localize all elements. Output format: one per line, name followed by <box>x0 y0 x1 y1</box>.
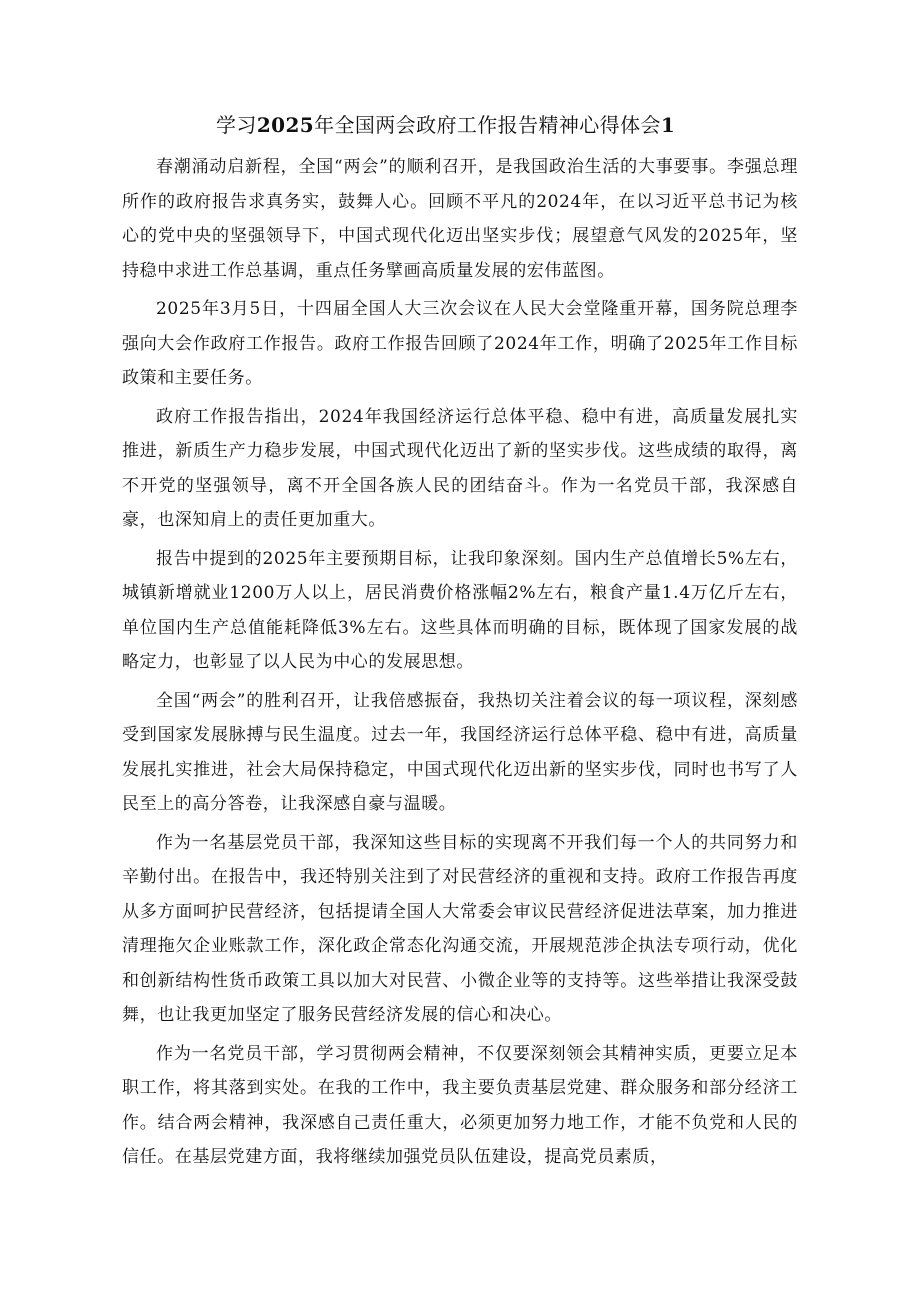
paragraph-2: 2025年3月5日，十四届全国人大三次会议在人民大会堂隆重开幕，国务院总理李强向大会作政府工作报告。政府工作报告回顾了2024年工作，明确了2025年工作目标政策和主要任务。 <box>122 299 798 388</box>
paragraph-1: 春潮涌动启新程，全国“两会”的顺利召开，是我国政治生活的大事要事。李强总理所作的政府报告求真务实，鼓舞人心。回顾不平凡的2024年，在以习近平总书记为核心的党中央的坚强领导下，中国式现代化迈出坚实步伐；展望意气风发的2025年，坚持稳中求进工作总基调，重点任务擘画高质量发展的宏伟蓝图。 <box>122 157 798 281</box>
paragraph-7: 作为一名党员干部，学习贯彻两会精神，不仅要深刻领会其精神实质，更要立足本职工作，将其落到实处。在我的工作中，我主要负责基层党建、群众服务和部分经济工作。结合两会精神，我深感自己责任重大，必须更加努力地工作，才能不负党和人民的信任。在基层党建方面，我将继续加强党员队伍建设，提高党员素质， <box>122 1043 798 1167</box>
document-title <box>122 108 798 142</box>
title-prefix: 学习 <box>216 113 257 137</box>
paragraph-3: 政府工作报告指出，2024年我国经济运行总体平稳、稳中有进，高质量发展扎实推进，新质生产力稳步发展，中国式现代化迈出了新的坚实步伐。这些成绩的取得，离不开党的坚强领导，离不开全国各族人民的团结奋斗。作为一名党员干部，我深感自豪，也深知肩上的责任更加重大。 <box>122 406 798 530</box>
paragraph-4: 报告中提到的2025年主要预期目标，让我印象深刻。国内生产总值增长5%左右，城镇新增就业1200万人以上，居民消费价格涨幅2%左右，粮食产量1.4万亿斤左右，单位国内生产总值能耗降低3%左右。这些具体而明确的目标，既体现了国家发展的战略定力，也彰显了以人民为中心的发展思想。 <box>122 548 798 672</box>
title-index: 1 <box>660 113 676 137</box>
document-body <box>122 108 798 1179</box>
title-middle: 年全国两会政府工作报告精神心得体会 <box>314 113 661 137</box>
title-year: 2025 <box>256 113 315 137</box>
paragraph-6: 作为一名基层党员干部，我深知这些目标的实现离不开我们每一个人的共同努力和辛勤付出。在报告中，我还特别关注到了对民营经济的重视和支持。政府工作报告再度从多方面呵护民营经济，包括提请全国人大常委会审议民营经济促进法草案，加力推进清理拖欠企业账款工作，深化政企常态化沟通交流，开展规范涉企执法专项行动，优化和创新结构性货币政策工具以加大对民营、小微企业等的支持等。这些举措让我深受鼓舞，也让我更加坚定了服务民营经济发展的信心和决心。 <box>122 832 798 1025</box>
paragraph-5: 全国“两会”的胜利召开，让我倍感振奋，我热切关注着会议的每一项议程，深刻感受到国家发展脉搏与民生温度。过去一年，我国经济运行总体平稳、稳中有进，高质量发展扎实推进，社会大局保持稳定，中国式现代化迈出新的坚实步伐，同时也书写了人民至上的高分答卷，让我深感自豪与温暖。 <box>122 690 798 814</box>
